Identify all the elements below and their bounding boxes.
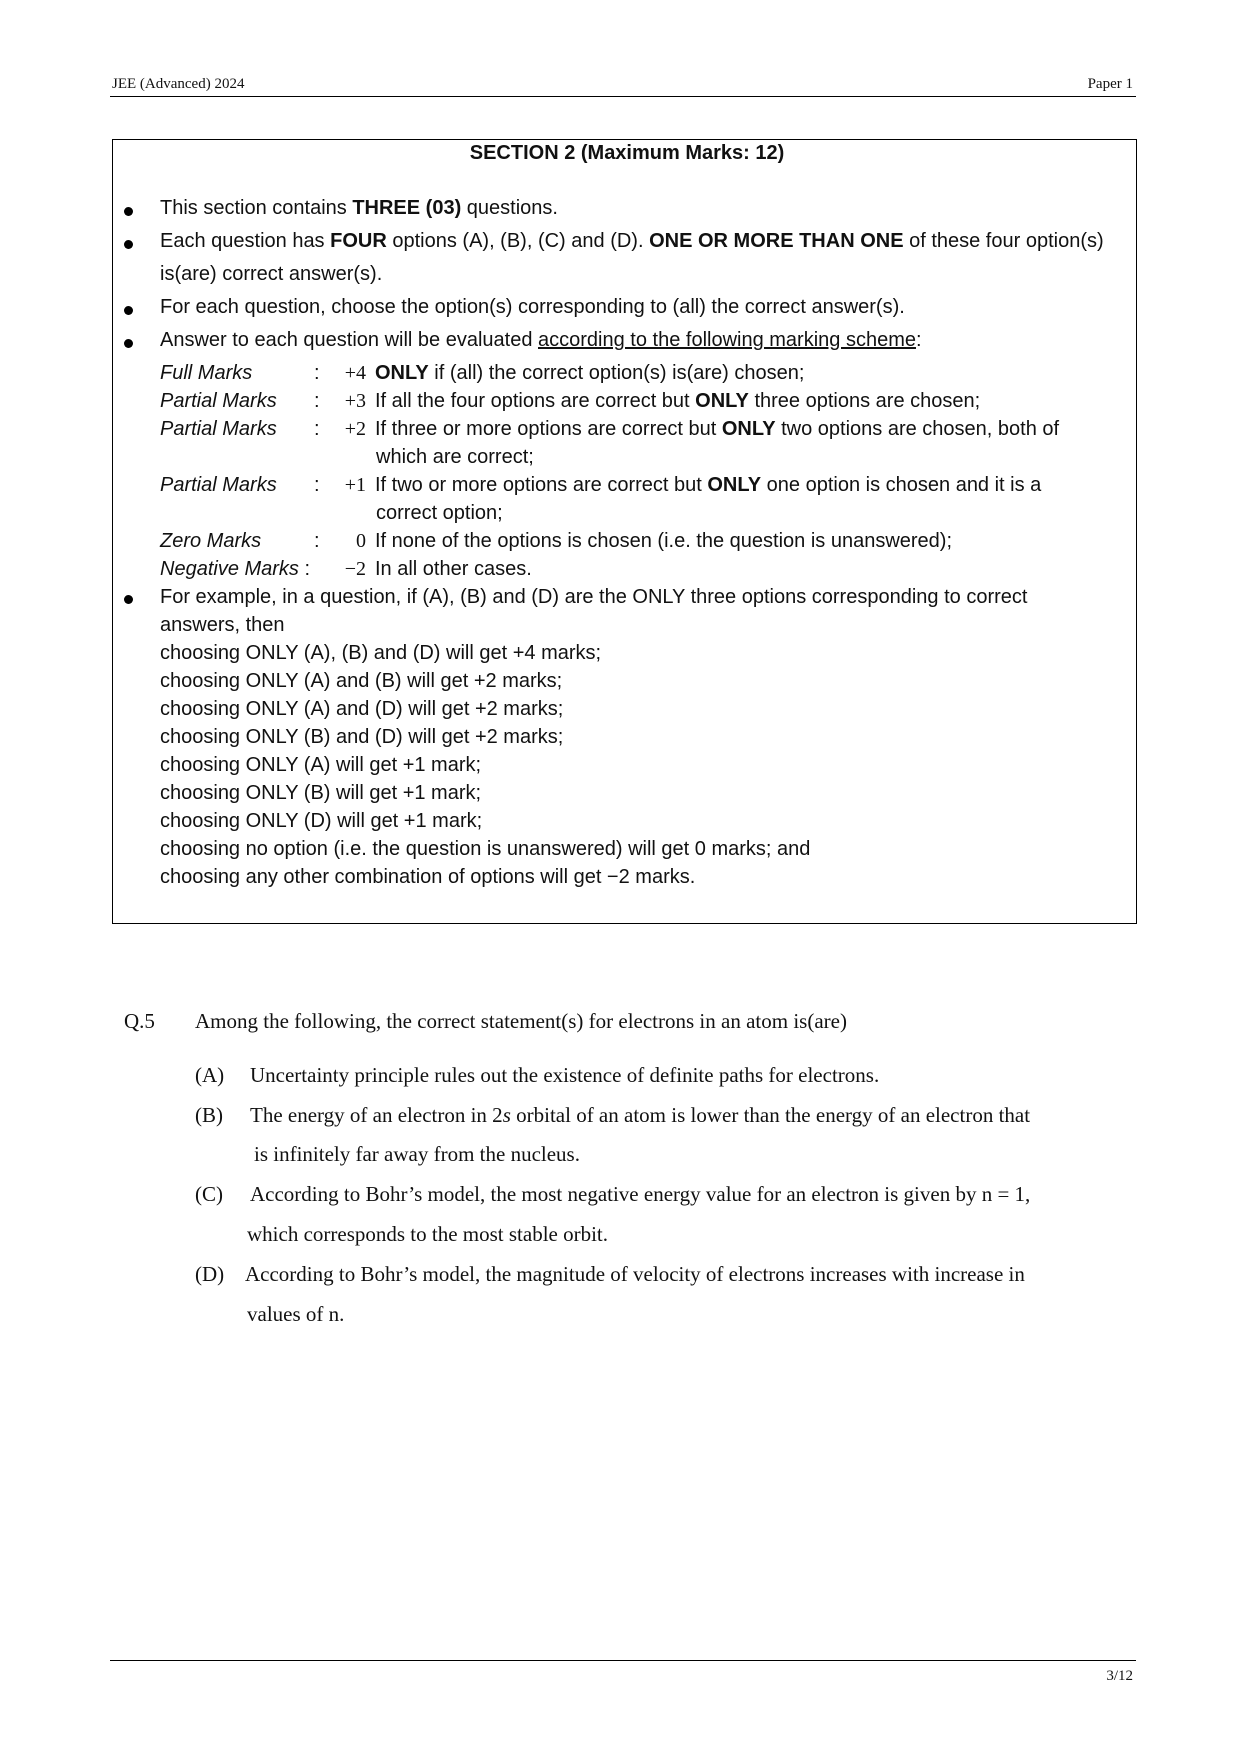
marks-label-zero: Zero Marks bbox=[160, 530, 262, 552]
option-b-label: (B) bbox=[195, 1103, 223, 1127]
marks-value-zero: 0 bbox=[356, 530, 366, 552]
page-number: 3/12 bbox=[1106, 1668, 1133, 1684]
example-line: choosing ONLY (D) will get +1 mark; bbox=[160, 810, 483, 832]
marks-value-partial-2: +2 bbox=[344, 418, 366, 440]
marks-desc-partial-2: If three or more options are correct but ONLY two options are chosen, both of bbox=[375, 418, 1060, 440]
marks-colon: : bbox=[314, 362, 320, 384]
bullet-dot bbox=[124, 339, 133, 348]
example-line: choosing ONLY (A), (B) and (D) will get +4 marks; bbox=[160, 642, 602, 664]
marks-desc-negative: In all other cases. bbox=[375, 558, 532, 580]
footer-rule bbox=[110, 1660, 1136, 1661]
header-exam-title: JEE (Advanced) 2024 bbox=[112, 76, 245, 92]
option-a-label: (A) bbox=[195, 1063, 225, 1087]
marks-colon: : bbox=[314, 418, 320, 440]
example-intro-line-2: answers, then bbox=[160, 614, 285, 636]
option-b-text: The energy of an electron in 2s orbital of an atom is lower than the energy of an electron that bbox=[250, 1103, 1031, 1127]
bullet-dot bbox=[124, 240, 133, 249]
option-d-text: According to Bohr’s model, the magnitude of velocity of electrons increases with increase in bbox=[245, 1262, 1025, 1286]
option-b-text-cont: is infinitely far away from the nucleus. bbox=[254, 1142, 580, 1166]
example-line: choosing no option (i.e. the question is unanswered) will get 0 marks; and bbox=[160, 838, 811, 860]
question-stem: Among the following, the correct statement(s) for electrons in an atom is(are) bbox=[195, 1009, 847, 1033]
marks-label-partial-3: Partial Marks bbox=[160, 390, 277, 412]
example-line: choosing ONLY (A) will get +1 mark; bbox=[160, 754, 482, 776]
marks-desc-full: ONLY if (all) the correct option(s) is(are) chosen; bbox=[375, 362, 805, 384]
marks-colon: : bbox=[314, 390, 320, 412]
bullet-dot bbox=[124, 595, 133, 604]
example-line: choosing ONLY (A) and (B) will get +2 marks; bbox=[160, 670, 563, 692]
marks-colon: : bbox=[314, 474, 320, 496]
marks-value-partial-1: +1 bbox=[344, 474, 366, 496]
instruction-line-3: For each question, choose the option(s) corresponding to (all) the correct answer(s). bbox=[160, 296, 905, 318]
marks-label-partial-1: Partial Marks bbox=[160, 474, 277, 496]
example-line: choosing any other combination of options will get −2 marks. bbox=[160, 866, 696, 888]
instruction-line-1: This section contains THREE (03) questions. bbox=[160, 197, 558, 219]
marks-desc-partial-1: If two or more options are correct but ONLY one option is chosen and it is a bbox=[375, 474, 1042, 496]
marks-value-negative: −2 bbox=[344, 558, 366, 580]
marks-colon: : bbox=[314, 530, 320, 552]
marks-value-full: +4 bbox=[344, 362, 366, 384]
example-line: choosing ONLY (B) will get +1 mark; bbox=[160, 782, 482, 804]
example-line: choosing ONLY (A) and (D) will get +2 marks; bbox=[160, 698, 564, 720]
option-d-text-cont: values of n. bbox=[247, 1302, 345, 1326]
example-line: choosing ONLY (B) and (D) will get +2 marks; bbox=[160, 726, 564, 748]
option-a-text: Uncertainty principle rules out the existence of definite paths for electrons. bbox=[250, 1063, 880, 1087]
header-rule bbox=[110, 96, 1136, 97]
marks-desc-partial-1-cont: correct option; bbox=[376, 502, 503, 524]
header-paper-number: Paper 1 bbox=[1087, 76, 1133, 92]
marks-label-full: Full Marks bbox=[160, 362, 253, 384]
instruction-line-2-cont: is(are) correct answer(s). bbox=[160, 263, 383, 285]
section-title: SECTION 2 (Maximum Marks: 12) bbox=[469, 142, 785, 164]
option-d-label: (D) bbox=[195, 1262, 225, 1286]
marks-desc-zero: If none of the options is chosen (i.e. the question is unanswered); bbox=[375, 530, 953, 552]
option-c-text: According to Bohr’s model, the most negative energy value for an electron is given by n = 1, bbox=[250, 1182, 1031, 1206]
instruction-line-2: Each question has FOUR options (A), (B), (C) and (D). ONE OR MORE THAN ONE of these four option(s) bbox=[160, 230, 1104, 252]
marks-label-negative: Negative Marks : bbox=[160, 558, 311, 580]
marks-value-partial-3: +3 bbox=[344, 390, 366, 412]
question-number: Q.5 bbox=[124, 1009, 155, 1033]
marks-label-partial-2: Partial Marks bbox=[160, 418, 277, 440]
option-c-label: (C) bbox=[195, 1182, 223, 1206]
marks-desc-partial-2-cont: which are correct; bbox=[376, 446, 534, 468]
example-intro-line-1: For example, in a question, if (A), (B) and (D) are the ONLY three options corresponding to correct bbox=[160, 586, 1028, 608]
marks-desc-partial-3: If all the four options are correct but ONLY three options are chosen; bbox=[375, 390, 981, 412]
bullet-dot bbox=[124, 207, 133, 216]
bullet-dot bbox=[124, 306, 133, 315]
instruction-line-4: Answer to each question will be evaluated according to the following marking scheme: bbox=[160, 329, 922, 351]
option-c-text-cont: which corresponds to the most stable orbit. bbox=[247, 1222, 609, 1246]
